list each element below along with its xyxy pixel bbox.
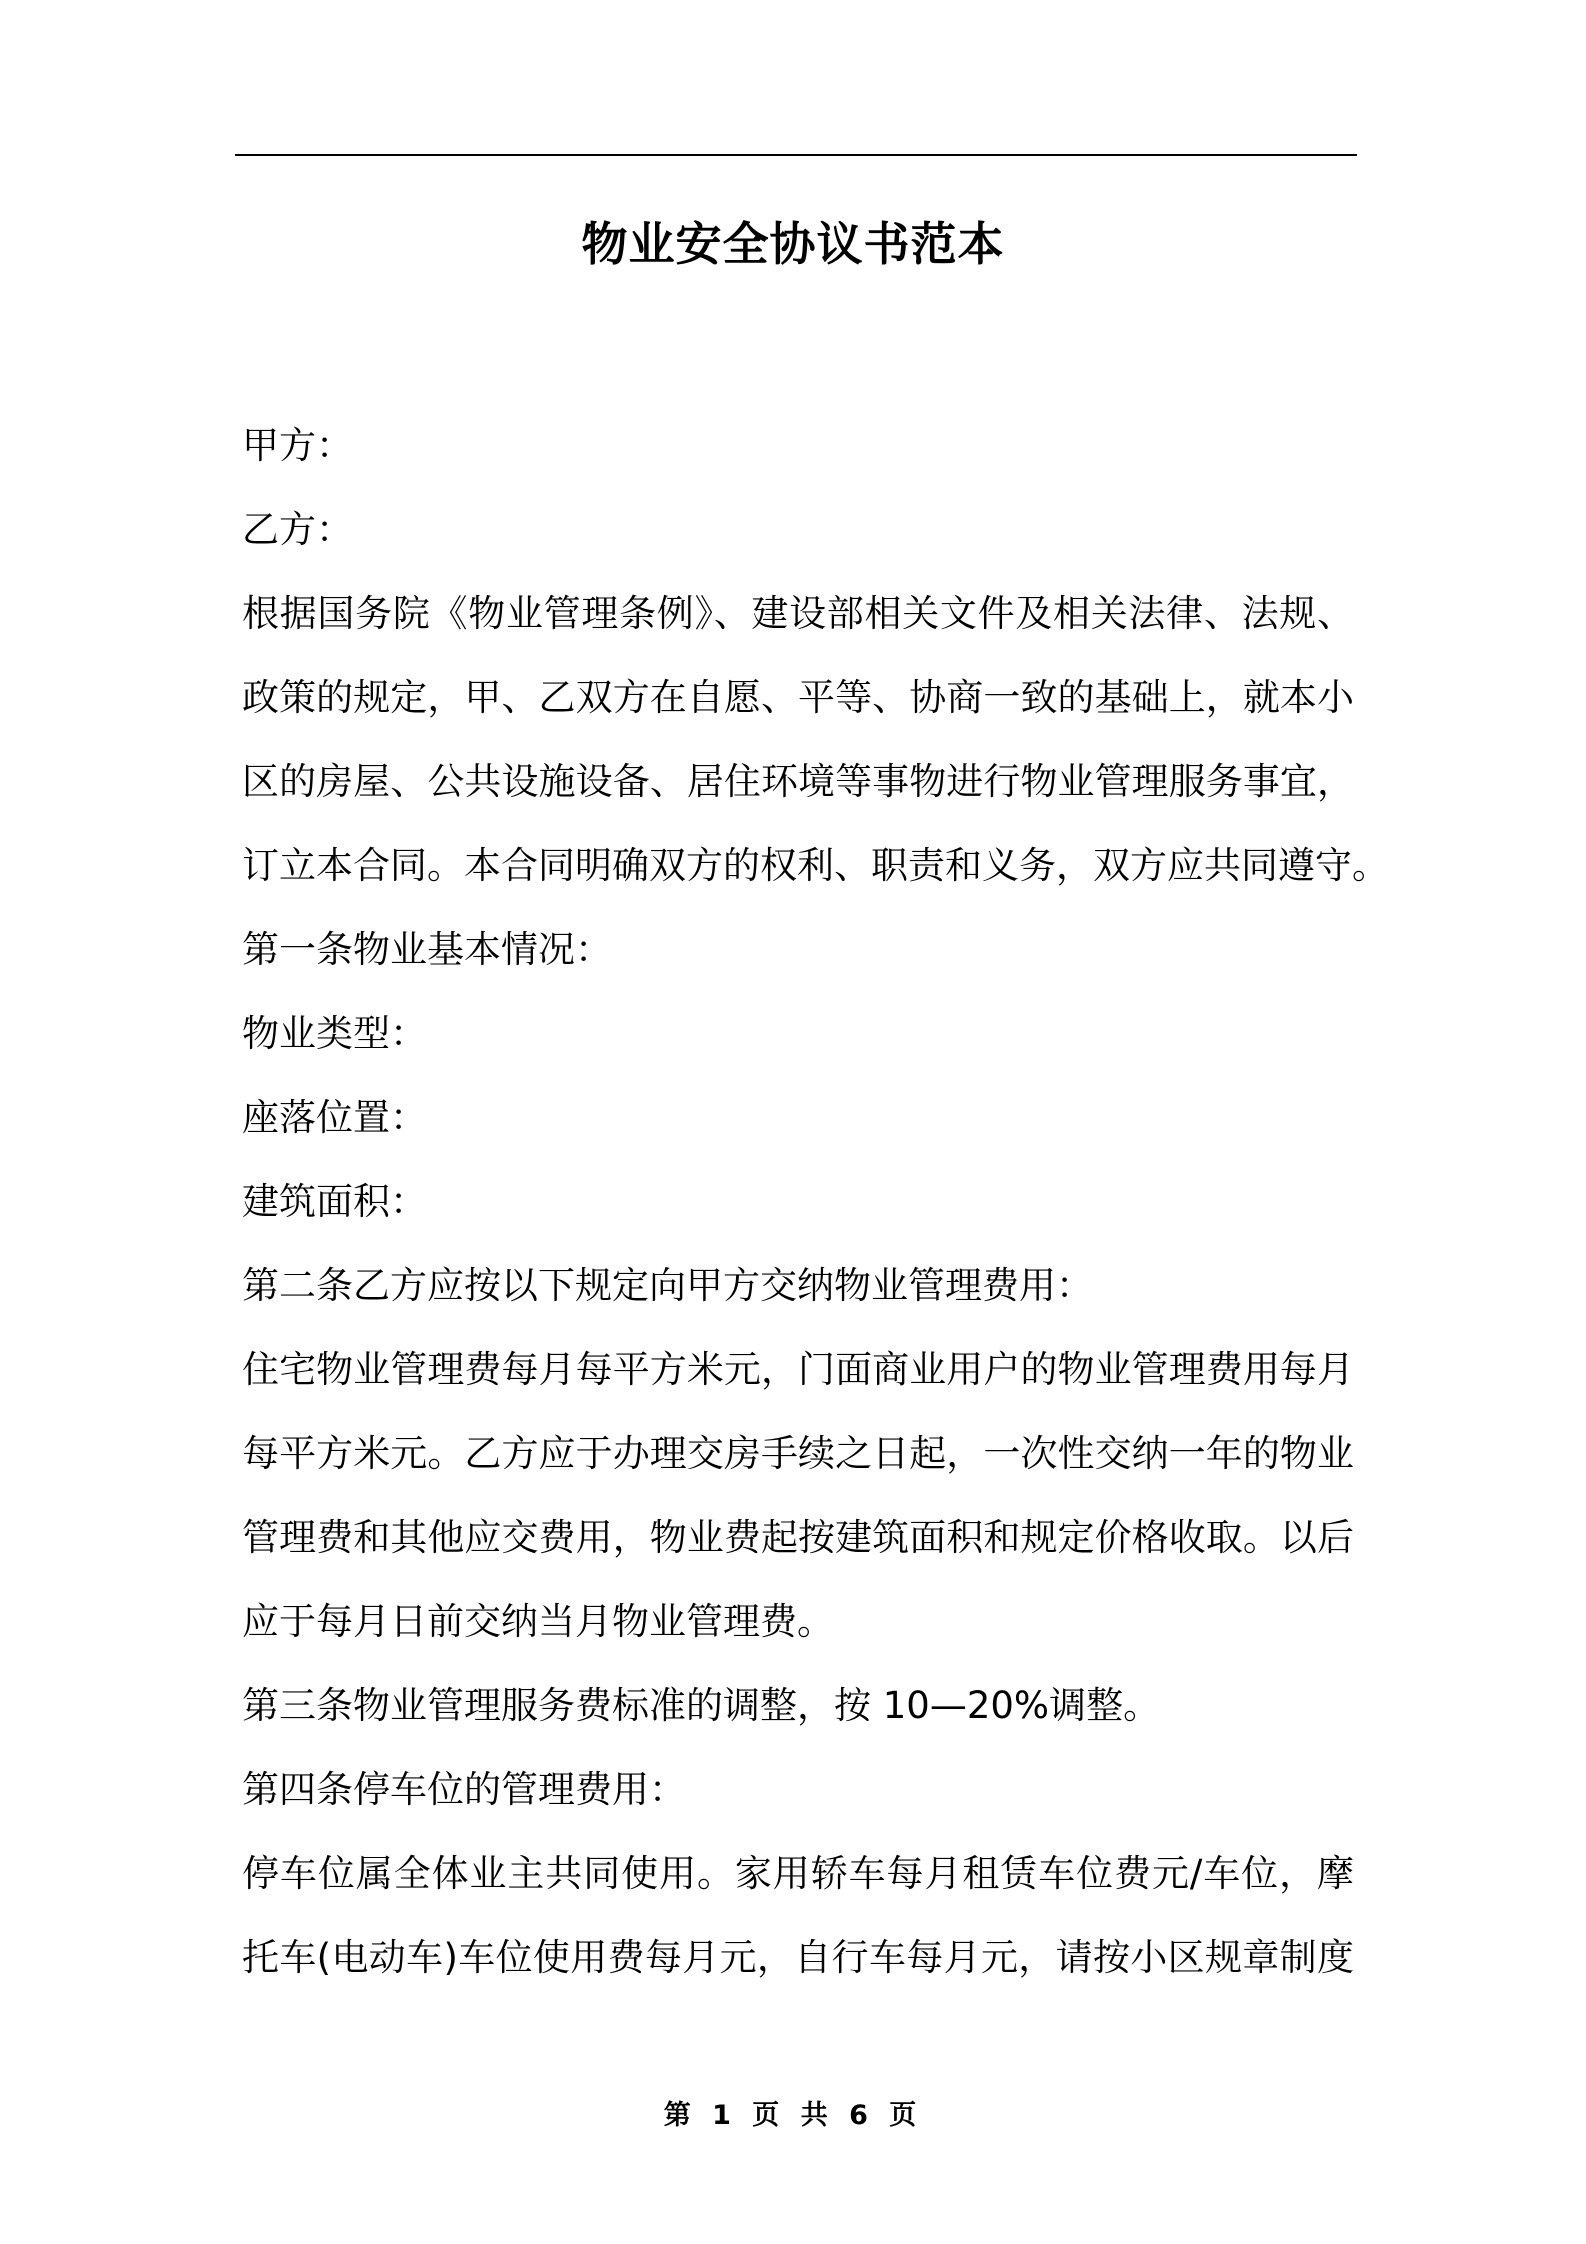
- body-line: 住宅物业管理费每月每平方米元，门面商业用户的物业管理费用每月: [242, 1348, 1354, 1391]
- building-area-line: 建筑面积：: [242, 1180, 427, 1223]
- article-3-line: 第三条物业管理服务费标准的调整，按 10—20%调整。: [242, 1684, 1161, 1727]
- article-1-heading: 第一条物业基本情况：: [242, 928, 612, 971]
- body-line: 停车位属全体业主共同使用。家用轿车每月租赁车位费元/车位，摩: [242, 1852, 1354, 1895]
- property-location-line: 座落位置：: [242, 1096, 427, 1139]
- document-title: 物业安全协议书范本: [581, 217, 1005, 271]
- property-type-line: 物业类型：: [242, 1012, 427, 1055]
- party-b-line: 乙方：: [242, 508, 353, 551]
- body-line: 应于每月日前交纳当月物业管理费。: [242, 1600, 834, 1643]
- header-rule: [235, 154, 1357, 156]
- page-footer: 第 1 页 共 6 页: [663, 2100, 923, 2131]
- body-line: 区的房屋、公共设施设备、居住环境等事物进行物业管理服务事宜，: [242, 760, 1354, 803]
- body-line: 订立本合同。本合同明确双方的权利、职责和义务，双方应共同遵守。: [242, 844, 1389, 887]
- article-2-heading: 第二条乙方应按以下规定向甲方交纳物业管理费用：: [242, 1264, 1093, 1307]
- article-4-heading: 第四条停车位的管理费用：: [242, 1768, 686, 1811]
- body-line: 管理费和其他应交费用，物业费起按建筑面积和规定价格收取。以后: [242, 1516, 1354, 1559]
- party-a-line: 甲方：: [242, 424, 353, 467]
- body-line: 政策的规定，甲、乙双方在自愿、平等、协商一致的基础上，就本小: [242, 676, 1354, 719]
- body-line: 每平方米元。乙方应于办理交房手续之日起，一次性交纳一年的物业: [242, 1432, 1354, 1475]
- body-line: 托车(电动车)车位使用费每月元，自行车每月元，请按小区规章制度: [242, 1936, 1354, 1979]
- document-body: [242, 404, 1389, 2000]
- body-line: 根据国务院《物业管理条例》、建设部相关文件及相关法律、法规、: [242, 592, 1354, 635]
